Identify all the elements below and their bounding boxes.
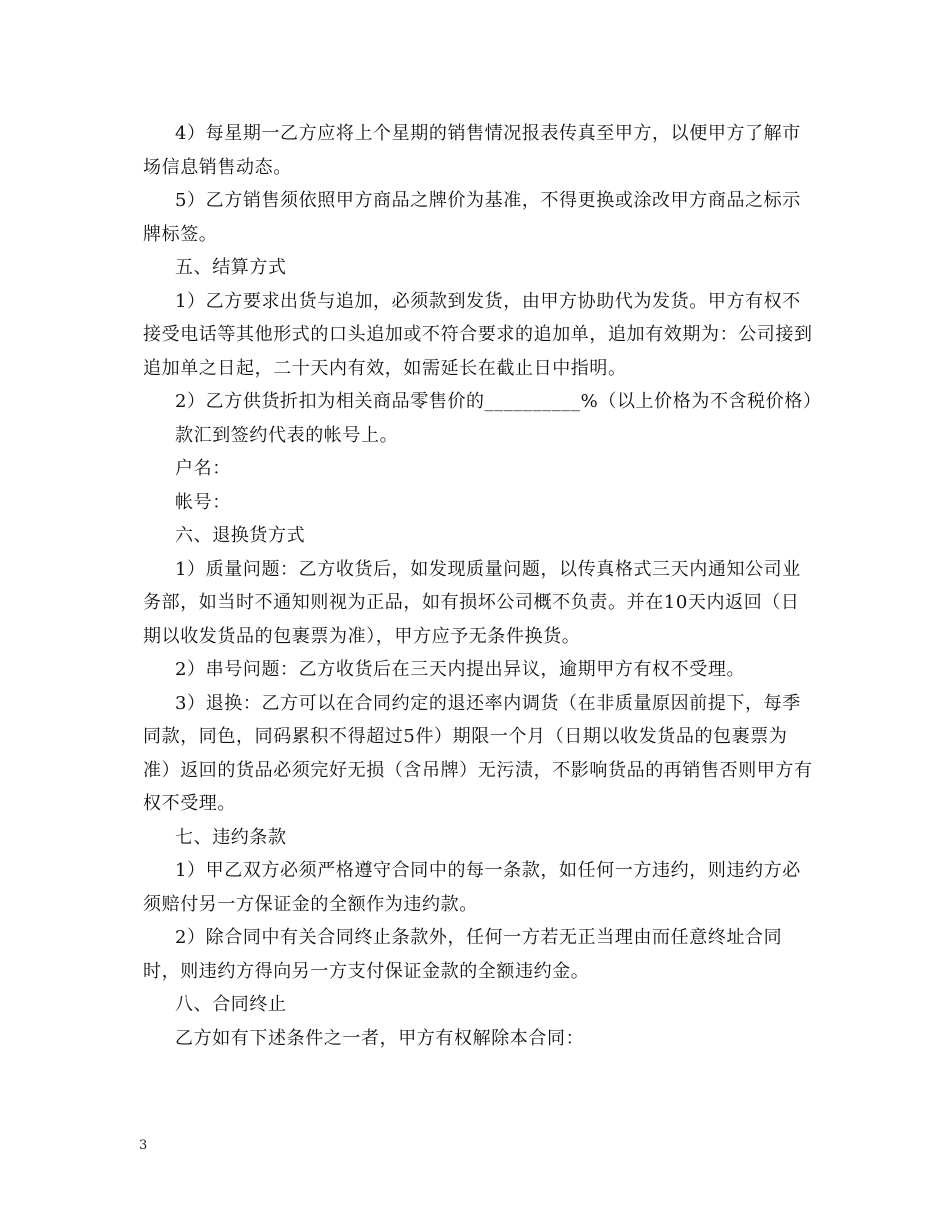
section-heading-settlement: 五、结算方式 [175,257,287,278]
section-heading-termination: 八、合同终止 [175,994,287,1015]
paragraph-clause-4-5: 5）乙方销售须依照甲方商品之牌价为基准，不得更换或涂改甲方商品之标示牌标签。 [143,190,801,245]
paragraph-clause-7-1: 1）甲乙双方必须严格遵守合同中的每一条款，如任何一方违约，则违约方必须赔付另一方保证金的全额作为违约款。 [143,860,801,915]
paragraph-clause-5-1: 1）乙方要求出货与追加，必须款到发货，由甲方协助代为发货。甲方有权不接受电话等其他形式的口头追加或不符合要求的追加单，追加有效期为：公司接到追加单之日起，二十天内有效，如需延长在截止日中指明。 [143,290,813,379]
paragraph-account-number: 帐号： [175,491,231,513]
paragraph-clause-6-3: 3）退换：乙方可以在合同约定的退还率内调货（在非质量原因前提下，每季同款，同色，同码累积不得超过5件）期限一个月（日期以收发货品的包裹票为准）返回的货品必须完好无损（含吊牌）无污渍，不影响货品的再销售否则甲方有权不受理。 [143,692,813,814]
paragraph-clause-7-2: 2）除合同中有关合同终止条款外，任何一方若无正当理由而任意终址合同时，则违约方得向另一方支付保证金款的全额违约金。 [143,927,783,982]
paragraph-termination-intro: 乙方如有下述条件之一者，甲方有权解除本合同： [175,1027,585,1049]
section-heading-returns: 六、退换货方式 [175,525,306,546]
paragraph-clause-5-2: 2）乙方供货折扣为相关商品零售价的__________%（以上价格为不含税价格） [175,391,822,412]
document-body [143,117,822,1055]
paragraph-clause-6-2: 2）串号问题：乙方收货后在三天内提出异议，逾期甲方有权不受理。 [175,659,746,680]
paragraph-payment-account: 款汇到签约代表的帐号上。 [175,424,399,446]
paragraph-clause-6-1: 1）质量问题：乙方收货后，如发现质量问题，以传真格式三天内通知公司业务部，如当时不通知则视为正品，如有损坏公司概不负责。并在10天内返回（日期以收发货品的包裹票为准），甲方应予无条件换货。 [143,558,801,647]
section-heading-breach: 七、违约条款 [175,826,287,848]
page-number: 3 [139,1138,148,1153]
paragraph-account-name: 户名： [175,458,231,479]
paragraph-clause-4-4: 4）每星期一乙方应将上个星期的销售情况报表传真至甲方，以便甲方了解市场信息销售动态。 [143,123,801,178]
